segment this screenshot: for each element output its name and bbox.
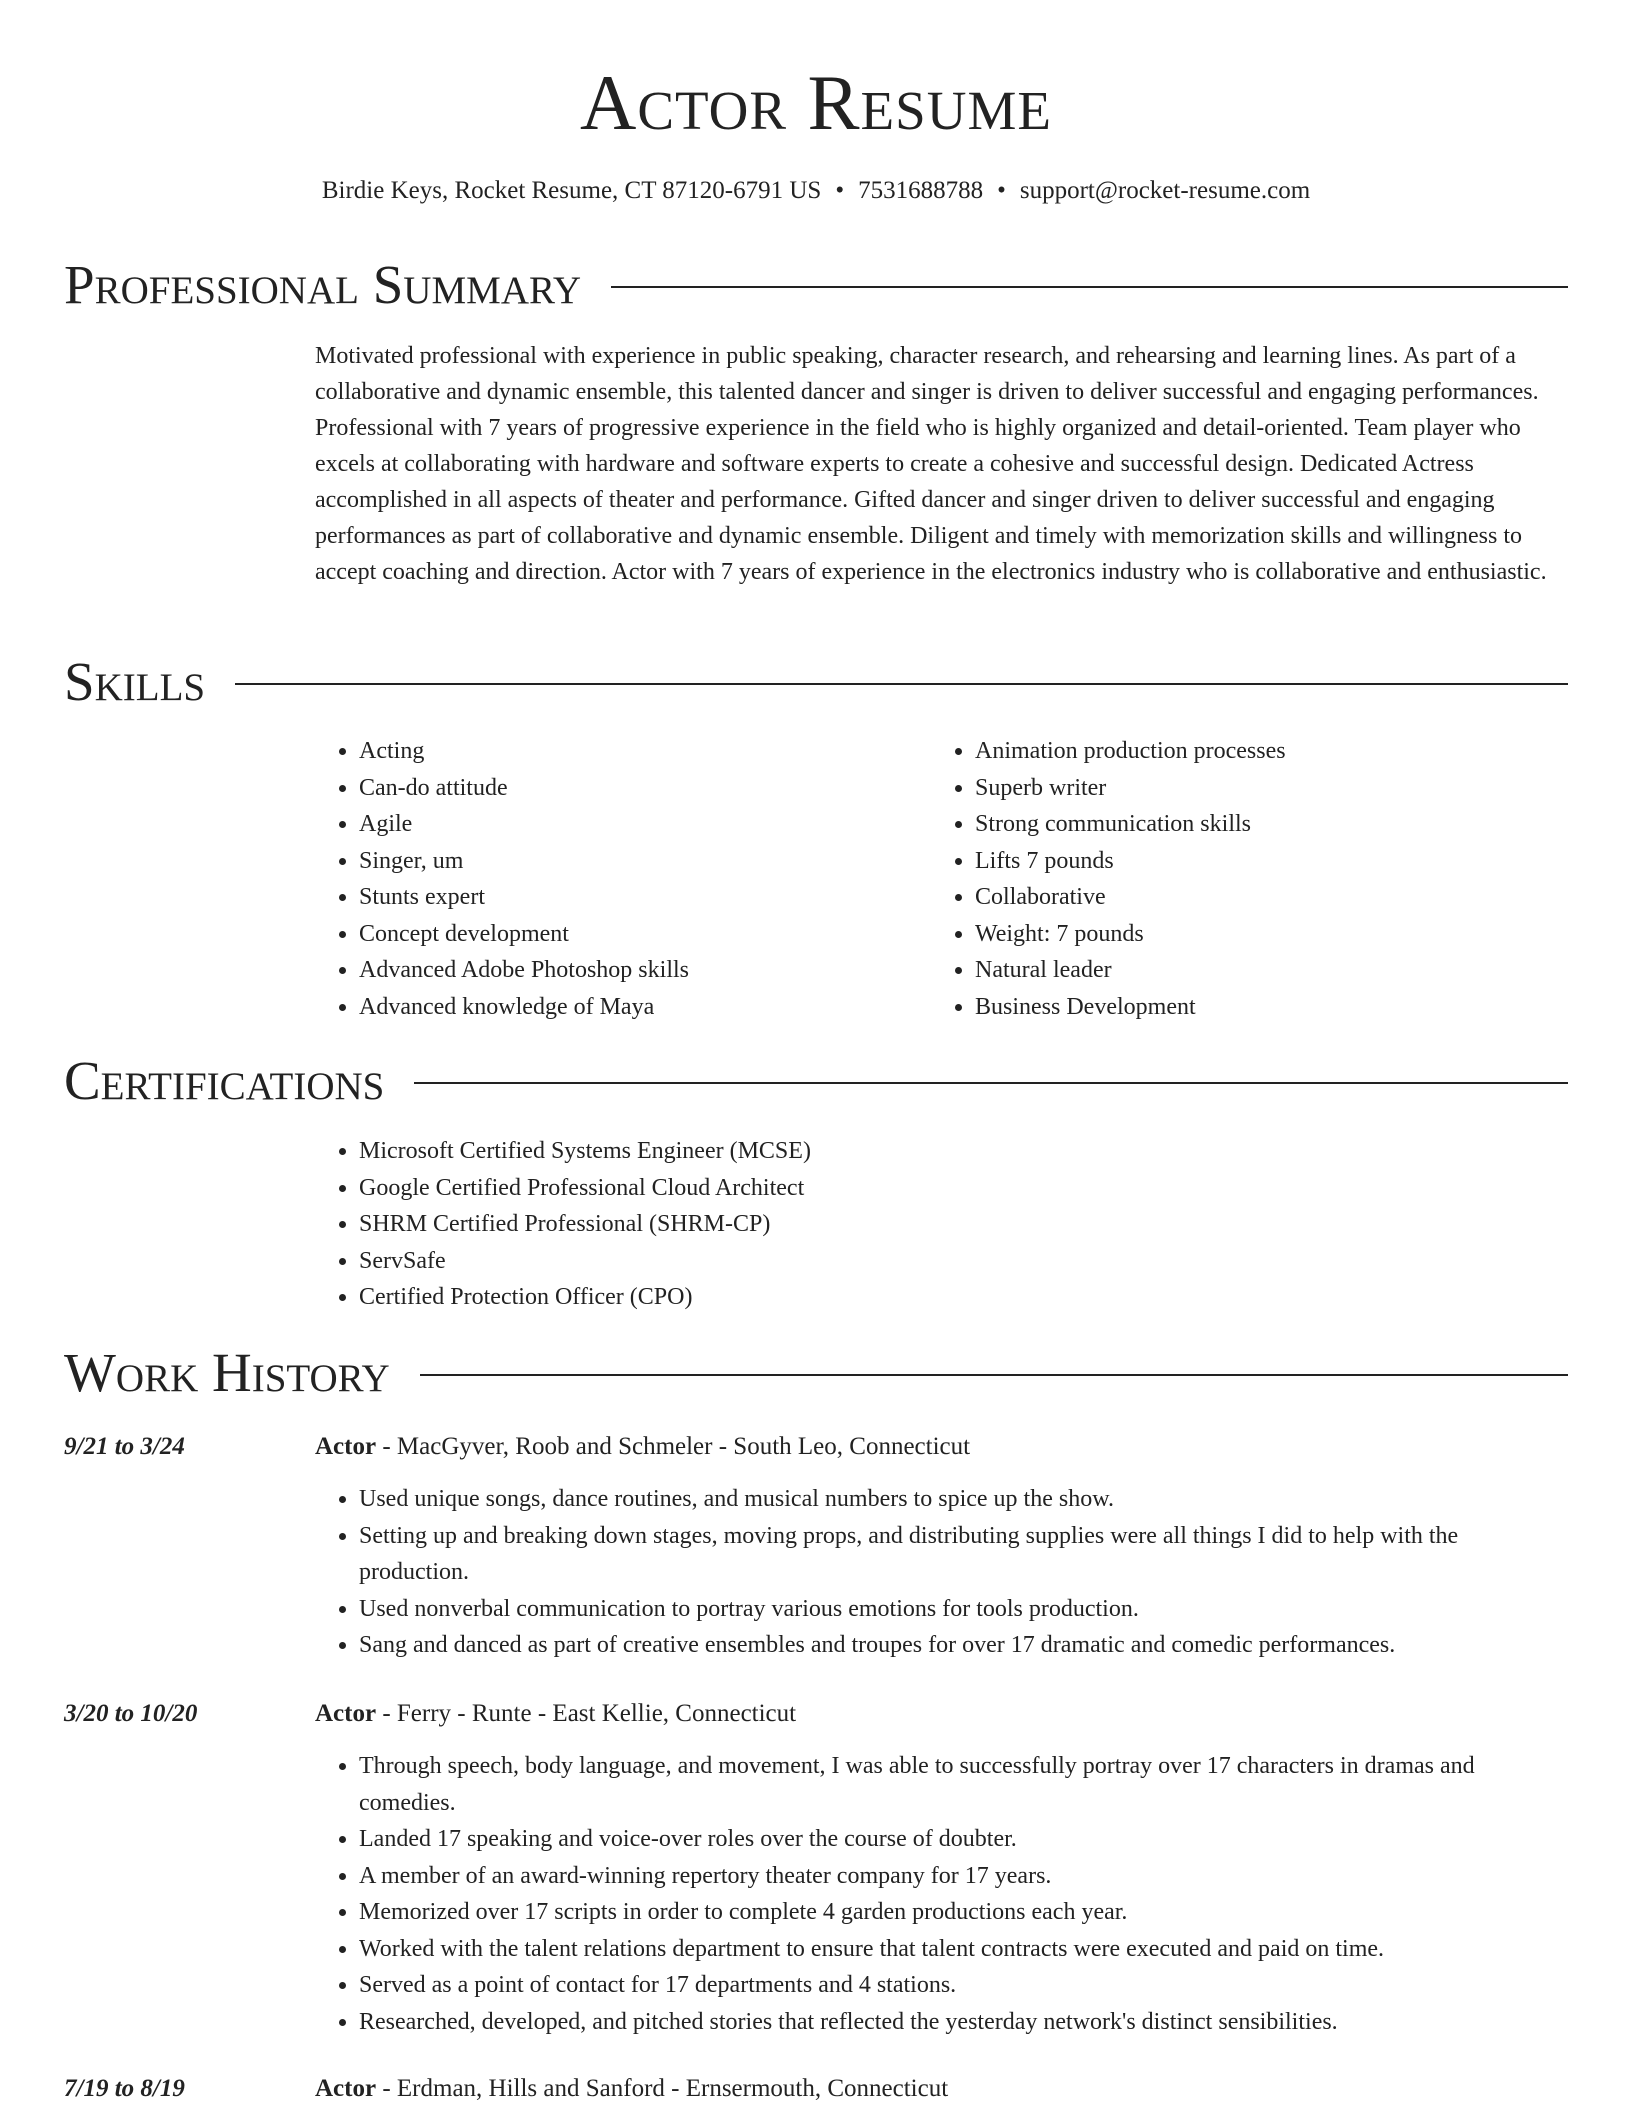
job-role: Actor — [315, 1433, 377, 1460]
skill-item: • Stunts expert — [359, 879, 929, 916]
certification-item: • Microsoft Certified Systems Engineer (MCSE) — [359, 1133, 1569, 1170]
skill-item: • Concept development — [359, 916, 929, 953]
summary-section-header — [64, 253, 1568, 317]
job-bullet: • Setting up and breaking down stages, moving props, and distributing supplies were all things I did to help with the production. — [359, 1518, 1569, 1591]
certification-item: • ServSafe — [359, 1243, 1569, 1280]
job-date: 7/19 to 8/19 — [64, 2075, 185, 2102]
section-divider — [235, 683, 1568, 685]
job-bullet: • Worked with the talent relations department to ensure that talent contracts were executed and paid on time. — [359, 1931, 1569, 1968]
job-title — [315, 1697, 796, 1731]
skills-list-left — [315, 733, 929, 1025]
job-bullet: • A member of an award-winning repertory theater company for 17 years. — [359, 1858, 1569, 1895]
resume-title: Actor Resume — [580, 59, 1052, 146]
certification-item: • SHRM Certified Professional (SHRM-CP) — [359, 1206, 1569, 1243]
job-bullet: • Used unique songs, dance routines, and musical numbers to spice up the show. — [359, 1481, 1569, 1518]
contact-email: support@rocket-resume.com — [1019, 177, 1311, 204]
skill-item: • Natural leader — [975, 952, 1575, 989]
job-bullet: • Landed 17 speaking and voice-over roles over the course of doubter. — [359, 1821, 1569, 1858]
job-bullet: • Through speech, body language, and movement, I was able to successfully portray over 17 characters in dramas and comedies. — [359, 1748, 1569, 1821]
job-bullet: • Served as a point of contact for 17 departments and 4 stations. — [359, 1967, 1569, 2004]
job-date: 3/20 to 10/20 — [64, 1700, 198, 1727]
skill-item: • Advanced Adobe Photoshop skills — [359, 952, 929, 989]
summary-heading: Professional Summary — [64, 254, 582, 315]
skill-item: • Acting — [359, 733, 929, 770]
contact-line — [64, 174, 1568, 208]
skill-item: • Can-do attitude — [359, 770, 929, 807]
job-title — [315, 1430, 970, 1464]
summary-text: Motivated professional with experience in public speaking, character research, and rehearsing and learning lines. As part of a collaborative and dynamic ensemble, this talented dancer and singer is driven to deliver successful and engaging performances. Professional with 7 years of progressive experience in the field who is highly organized and detail-oriented. Team player who excels at collaborating with hardware and software experts to create a cohesive and successful design. Dedicated Actress accomplished in all aspects of theater and performance. Gifted dancer and singer driven to deliver successful and engaging performances as part of collaborative and dynamic ensemble. Diligent and timely with memorization skills and willingness to accept coaching and direction. Actor with 7 years of experience in the electronics industry who is collaborative and enthusiastic. — [315, 343, 1547, 585]
work-history-heading: Work History — [64, 1342, 390, 1403]
job-date: 9/21 to 3/24 — [64, 1433, 185, 1460]
section-divider — [611, 286, 1568, 288]
skill-item: • Advanced knowledge of Maya — [359, 989, 929, 1026]
skill-item: • Weight: 7 pounds — [975, 916, 1575, 953]
certifications-list — [315, 1133, 1569, 1316]
skill-item: • Lifts 7 pounds — [975, 843, 1575, 880]
certification-item: • Google Certified Professional Cloud Architect — [359, 1170, 1569, 1207]
job-bullet: • Researched, developed, and pitched stories that reflected the yesterday network's distinct sensibilities. — [359, 2004, 1569, 2041]
job-employer: - Ferry - Runte - East Kellie, Connecticut — [376, 1700, 797, 1727]
skill-item: • Business Development — [975, 989, 1575, 1026]
contact-separator: • — [835, 177, 845, 204]
work-history-section-header — [64, 1341, 1568, 1405]
section-divider — [420, 1374, 1568, 1376]
job-title — [315, 2072, 948, 2106]
skills-list-right — [931, 733, 1575, 1025]
contact-separator: • — [997, 177, 1006, 204]
skill-item: • Strong communication skills — [975, 806, 1575, 843]
skills-section-header — [64, 650, 1568, 714]
skill-item: • Animation production processes — [975, 733, 1575, 770]
contact-address: Birdie Keys, Rocket Resume, CT 87120-6791 US — [321, 177, 822, 204]
skill-item: • Superb writer — [975, 770, 1575, 807]
skills-heading: Skills — [64, 651, 206, 712]
job-employer: - Erdman, Hills and Sanford - Ernsermouth, Connecticut — [376, 2075, 949, 2102]
job-employer: - MacGyver, Roob and Schmeler - South Leo, Connecticut — [376, 1433, 971, 1460]
section-divider — [414, 1082, 1568, 1084]
certifications-heading: Certifications — [64, 1050, 385, 1111]
job-bullet: • Used nonverbal communication to portray various emotions for tools production. — [359, 1591, 1569, 1628]
certification-item: • Certified Protection Officer (CPO) — [359, 1279, 1569, 1316]
skill-item: • Singer, um — [359, 843, 929, 880]
job-bullets — [315, 1481, 1569, 1664]
skill-item: • Agile — [359, 806, 929, 843]
job-role: Actor — [315, 2075, 377, 2102]
job-role: Actor — [315, 1700, 377, 1727]
job-bullets — [315, 1748, 1569, 2040]
job-bullet: • Memorized over 17 scripts in order to complete 4 garden productions each year. — [359, 1894, 1569, 1931]
certifications-section-header — [64, 1049, 1568, 1113]
contact-phone: 7531688788 — [858, 177, 984, 204]
skill-item: • Collaborative — [975, 879, 1575, 916]
job-bullet: • Sang and danced as part of creative ensembles and troupes for over 17 dramatic and comedic performances. — [359, 1627, 1569, 1664]
